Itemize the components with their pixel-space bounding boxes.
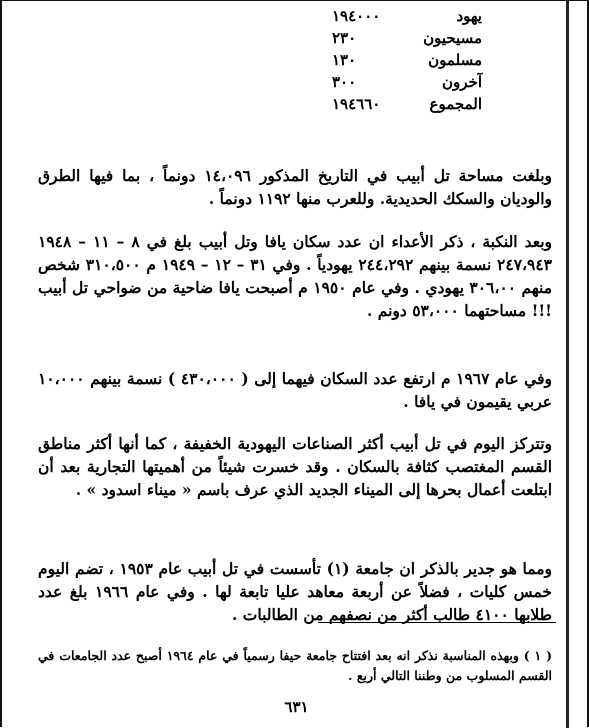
population-label: مسلمون <box>428 51 482 69</box>
population-label: يهود <box>456 7 482 25</box>
paragraph-area: وبلغت مساحة تل أبيب في التاريخ المذكور ١٤،٠٩٦ دونماً ، بما فيها الطرق والوديان والسكك الحديدية. وللعرب منها ١١٩٢ دونماً . <box>38 165 552 208</box>
population-table <box>302 7 482 117</box>
population-value: ١٩٤٠٠٠ <box>332 7 381 25</box>
population-row-muslims <box>302 51 482 73</box>
population-value: ٣٠٠ <box>332 73 357 91</box>
page-edge-shadow <box>566 1 569 728</box>
paragraph-industry: وتتركز اليوم في تل أبيب أكثر الصناعات اليهودية الخفيفة ، كما أنها أكثر مناطق القسم المغتصب كثافة بالسكان . وقد خسرت شيئاً من أهميتها التجارية بعد أن ابتلعت أعمال بحرها إلى الميناء الجديد الذي عرف باسم « ميناء اسدود » . <box>38 433 552 499</box>
population-label: آخرون <box>442 73 482 91</box>
population-row-jews <box>302 7 482 29</box>
footnote-divider <box>318 622 556 623</box>
paragraph-1967: وفي عام ١٩٦٧ م ارتفع عدد السكان فيهما إلى ( ٤٣٠،٠٠٠ ) نسمة بينهم ١٠،٠٠٠ عربي يقيمون في يافا . <box>38 368 552 411</box>
paragraph-university: ومما هو جدير بالذكر ان جامعة (١) تأسست في تل أبيب عام ١٩٥٣ ، تضم اليوم خمس كليات ، فضلاً عن أربعة معاهد عليا تابعة لها . وفي عام ١٩٦٦ بلغ عدد طلابها ٤١٠٠ طالب أكثر من نصفهم من الطالبات . <box>38 558 553 624</box>
population-row-christians <box>302 29 482 51</box>
population-label: المجموع <box>429 95 482 113</box>
population-row-others <box>302 73 482 95</box>
paragraph-after-nakba: وبعد النكبة ، ذكر الأعداء ان عدد سكان يافا وتل أبيب بلغ في ٨ – ١١ – ١٩٤٨ ٢٤٧،٩٤٣ نسمة بينهم ٢٤٤،٢٩٢ يهودياً . وفي ٣١ – ١٢ – ١٩٤٩ م ٣١٠،٥٠٠ شخص منهم ٣٠٦،٠٠ يهودي . وفي عام ١٩٥٠ م أصبحت يافا ضاحية من ضواحي تل أبيب !!! مساحتهما ٥٣،٠٠٠ دونم . <box>38 231 553 320</box>
population-value: ٢٣٠ <box>332 29 357 47</box>
population-value: ١٩٤٦٦٠ <box>332 95 381 113</box>
population-value: ١٣٠ <box>332 51 357 69</box>
population-label: مسيحيون <box>423 29 482 47</box>
population-row-total <box>302 95 482 117</box>
page-number: ٦٣١ <box>284 698 309 716</box>
footnote: ( ١ ) وبهذه المناسبة نذكر انه بعد افتتاح جامعة حيفا رسمياً في عام ١٩٦٤ أصبح عدد الجامعات في القسم المسلوب من وطننا التالي أربع . <box>38 647 552 683</box>
